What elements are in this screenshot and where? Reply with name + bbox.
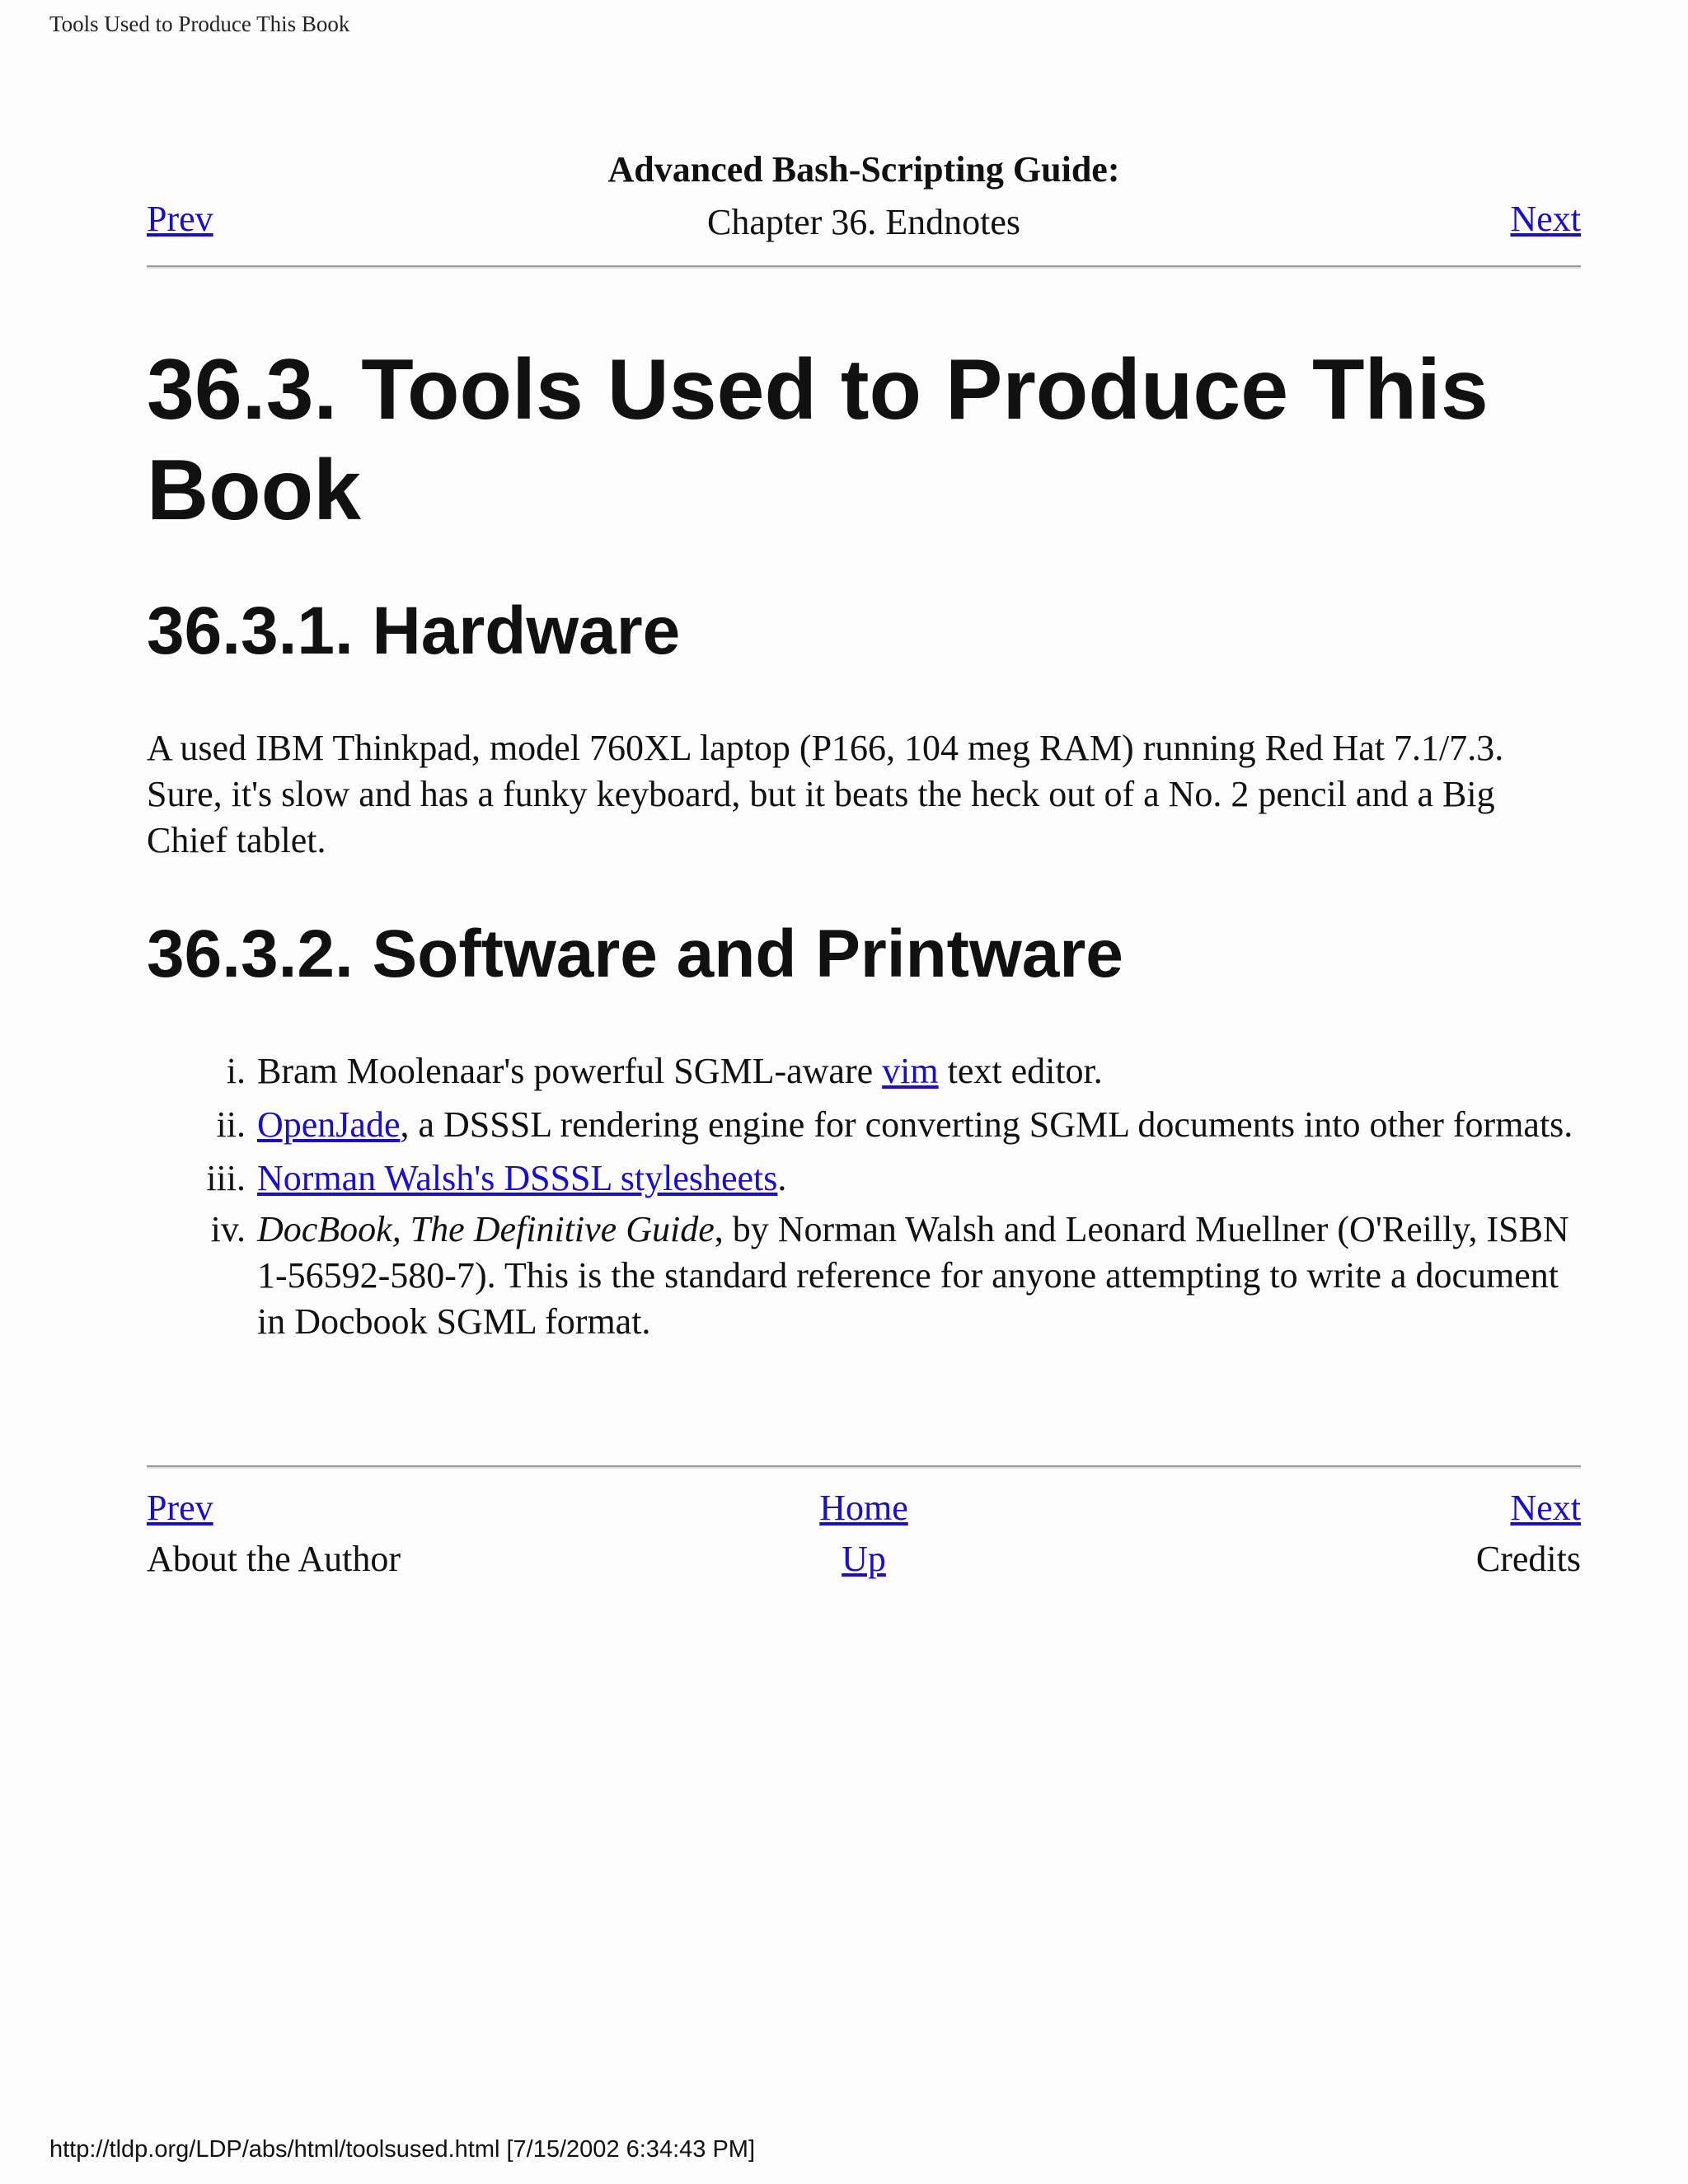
footer-next-title: Credits — [1475, 1539, 1581, 1579]
list-item-number: iv. — [210, 1209, 246, 1249]
footer-next-link[interactable]: Next — [1510, 1488, 1581, 1528]
footer-up-link[interactable]: Up — [842, 1539, 886, 1579]
dsssl-stylesheets-link[interactable]: Norman Walsh's DSSSL stylesheets — [257, 1158, 778, 1198]
footer-home-link[interactable]: Home — [819, 1488, 908, 1528]
hardware-heading: 36.3.1. Hardware — [147, 593, 681, 668]
footer-prev-link[interactable]: Prev — [147, 1488, 213, 1528]
list-item — [147, 1048, 1581, 1094]
software-heading: 36.3.2. Software and Printware — [147, 916, 1123, 991]
chapter-title: Chapter 36. Endnotes — [706, 202, 1021, 242]
list-item — [147, 1155, 1581, 1202]
footer-prev-title: About the Author — [147, 1539, 401, 1579]
header-prev-link[interactable]: Prev — [147, 199, 213, 239]
header-next-link[interactable]: Next — [1510, 199, 1581, 239]
book-citation: DocBook, The Definitive Guide — [257, 1209, 715, 1249]
header-divider — [147, 265, 1581, 269]
list-item-text: , by Norman Walsh and Leonard Muellner (O'Reilly, ISBN 1-56592-580-7). This is the standard reference for anyone attempting to write a document in Docbook SGML format. — [257, 1209, 1569, 1342]
nav-footer-titles — [147, 1538, 1581, 1587]
list-item-text: . — [777, 1158, 787, 1198]
book-title: Advanced Bash-Scripting Guide: — [607, 149, 1120, 190]
page-title: 36.3. Tools Used to Produce This Book — [147, 342, 1489, 538]
print-header-title: Tools Used to Produce This Book — [49, 12, 350, 36]
footer-divider — [147, 1465, 1581, 1469]
list-item-text: Bram Moolenaar's powerful SGML-aware — [257, 1051, 883, 1091]
list-item-number: i. — [226, 1051, 246, 1091]
nav-footer-links — [147, 1487, 1581, 1536]
list-item — [147, 1099, 1581, 1151]
list-item-text: , a DSSSL rendering engine for converting SGML documents into other formats. — [400, 1104, 1573, 1145]
vim-link[interactable]: vim — [882, 1051, 939, 1091]
openjade-link[interactable]: OpenJade — [257, 1104, 401, 1145]
list-item — [147, 1207, 1581, 1345]
list-item-text: text editor. — [938, 1051, 1103, 1091]
list-item-number: ii. — [216, 1104, 246, 1145]
nav-header — [147, 198, 1581, 247]
list-item-number: iii. — [206, 1158, 246, 1198]
print-footer-url: http://tldp.org/LDP/abs/html/toolsused.html [7/15/2002 6:34:43 PM] — [49, 2136, 755, 2163]
hardware-paragraph: A used IBM Thinkpad, model 760XL laptop (P166, 104 meg RAM) running Red Hat 7.1/7.3. Sure, it's slow and has a funky keyboard, but it beats the heck out of a No. 2 pencil and a Big Chief tablet. — [147, 728, 1504, 860]
software-list — [147, 1048, 1581, 1350]
